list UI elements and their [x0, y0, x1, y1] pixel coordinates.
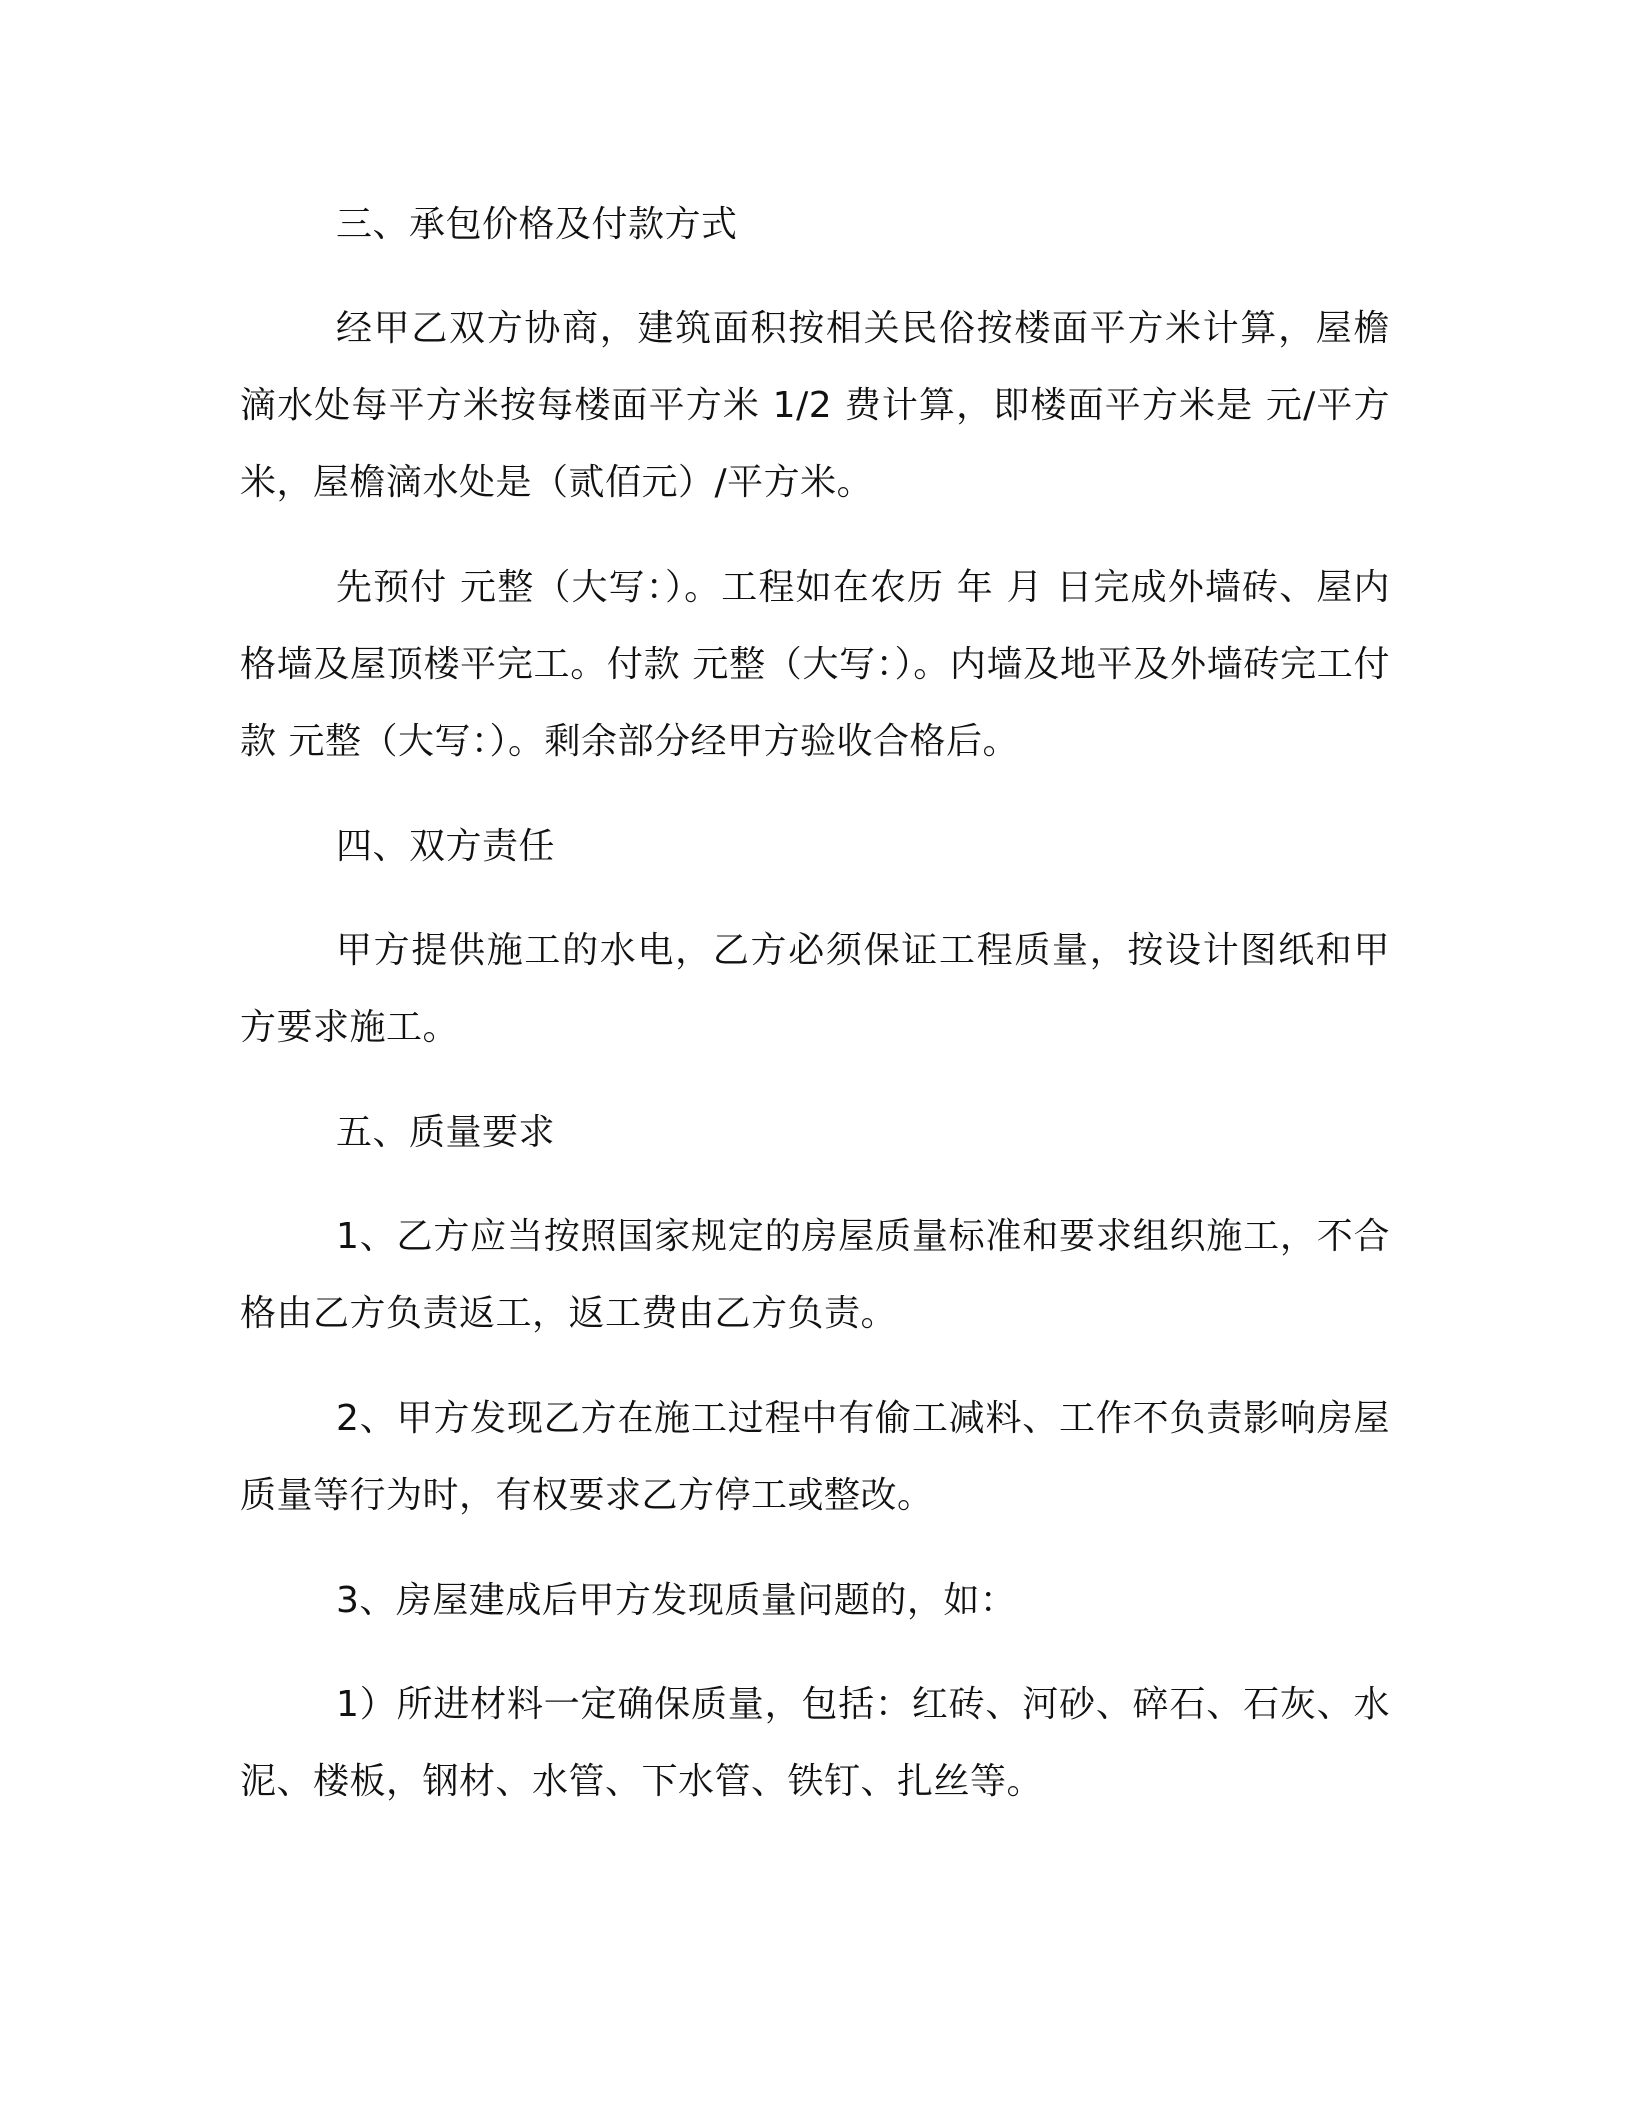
document-body	[240, 186, 1390, 1820]
section-5-subitem-1: 1）所进材料一定确保质量，包括：红砖、河砂、碎石、石灰、水泥、楼板，钢材、水管、下水管、铁钉、扎丝等。	[240, 1684, 1390, 1802]
section-5-item-2: 2、甲方发现乙方在施工过程中有偷工减料、工作不负责影响房屋质量等行为时，有权要求乙方停工或整改。	[240, 1398, 1390, 1516]
section-3-paragraph-2: 先预付 元整（大写：）。工程如在农历 年 月 日完成外墙砖、屋内格墙及屋顶楼平完工。付款 元整（大写：）。内墙及地平及外墙砖完工付款 元整（大写：）。剩余部分经甲方验收合格后。	[240, 567, 1390, 762]
section-5-heading: 五、质量要求	[336, 1112, 556, 1153]
section-5-item-3: 3、房屋建成后甲方发现质量问题的，如：	[336, 1580, 1017, 1621]
section-3-paragraph-1: 经甲乙双方协商，建筑面积按相关民俗按楼面平方米计算，屋檐滴水处每平方米按每楼面平方米 1/2 费计算，即楼面平方米是 元/平方米，屋檐滴水处是（贰佰元）/平方米。	[240, 308, 1390, 503]
section-5-item-1: 1、乙方应当按照国家规定的房屋质量标准和要求组织施工，不合格由乙方负责返工，返工费由乙方负责。	[240, 1216, 1390, 1334]
section-3-heading: 三、承包价格及付款方式	[336, 204, 738, 245]
section-4-heading: 四、双方责任	[336, 826, 556, 867]
section-4-paragraph-1: 甲方提供施工的水电，乙方必须保证工程质量，按设计图纸和甲方要求施工。	[240, 930, 1390, 1048]
